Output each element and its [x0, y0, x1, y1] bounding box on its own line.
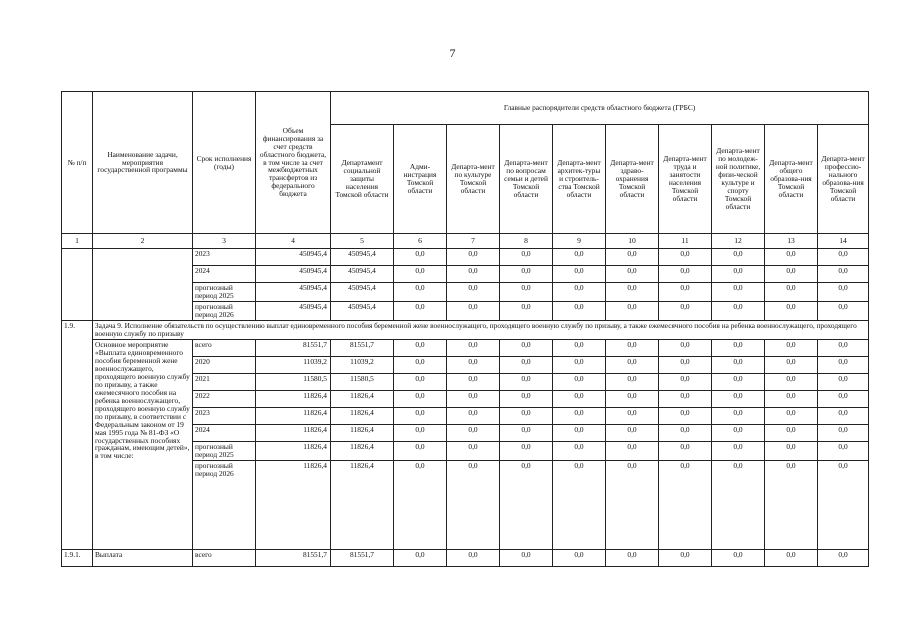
task-text: Задача 9. Исполнение обязательств по осуществлению выплат единовременного пособия беременной жене военнослужащего, проходящего военную службу по призыву, а также ежемесячного пособия на ребенка военнослужащего, проходящего военную службу по призыву	[93, 320, 869, 339]
value-cell: 0,0	[659, 249, 712, 266]
volume-cell: 81551,7	[256, 549, 331, 566]
value-cell: 0,0	[447, 356, 500, 373]
value-cell: 0,0	[447, 339, 500, 356]
value-cell: 0,0	[553, 390, 606, 407]
term-cell: прогнозный период 2025	[193, 283, 256, 302]
term-cell: 2022	[193, 390, 256, 407]
value-cell: 81551,7	[331, 339, 394, 356]
value-cell: 0,0	[447, 549, 500, 566]
header-volume: Объем финансирования за счет средств областного бюджета, в том числе за счет межбюджетных трансфертов из федерального бюджета	[256, 92, 331, 234]
value-cell: 450945,4	[331, 283, 394, 302]
task-number: 1.9.	[62, 320, 93, 549]
header-department: Департа-мент по молодеж-ной политике, физи-ческой культуре и спорту Томской области	[712, 125, 765, 234]
value-cell: 450945,4	[331, 249, 394, 266]
column-number: 4	[256, 234, 331, 249]
value-cell: 0,0	[818, 441, 869, 460]
value-cell: 0,0	[606, 390, 659, 407]
term-cell: прогнозный период 2026	[193, 301, 256, 320]
value-cell: 11826,4	[331, 424, 394, 441]
value-cell: 11826,4	[331, 390, 394, 407]
value-cell: 0,0	[553, 373, 606, 390]
volume-cell: 11826,4	[256, 424, 331, 441]
value-cell: 0,0	[818, 390, 869, 407]
value-cell: 0,0	[818, 339, 869, 356]
row-number-cell: 1.9.1.	[62, 549, 93, 566]
value-cell: 0,0	[394, 549, 447, 566]
value-cell: 0,0	[712, 356, 765, 373]
value-cell: 0,0	[712, 549, 765, 566]
value-cell: 0,0	[712, 249, 765, 266]
volume-cell: 450945,4	[256, 249, 331, 266]
value-cell: 0,0	[659, 407, 712, 424]
name-cell	[93, 249, 193, 321]
value-cell: 0,0	[818, 549, 869, 566]
value-cell: 0,0	[606, 424, 659, 441]
value-cell: 11826,4	[331, 460, 394, 549]
value-cell: 0,0	[394, 441, 447, 460]
value-cell: 0,0	[447, 407, 500, 424]
term-cell: 2021	[193, 373, 256, 390]
value-cell: 0,0	[818, 373, 869, 390]
value-cell: 0,0	[712, 424, 765, 441]
value-cell: 0,0	[818, 356, 869, 373]
row-number-cell	[62, 249, 93, 321]
term-cell: прогнозный период 2025	[193, 441, 256, 460]
value-cell: 0,0	[394, 390, 447, 407]
value-cell: 11039,2	[331, 356, 394, 373]
header-name: Наименование задачи, мероприятия государственной программы	[93, 92, 193, 234]
financing-table	[61, 91, 869, 567]
value-cell: 0,0	[394, 407, 447, 424]
header-term: Срок исполнения (годы)	[193, 92, 256, 234]
volume-cell: 450945,4	[256, 266, 331, 283]
column-number: 5	[331, 234, 394, 249]
value-cell: 0,0	[606, 249, 659, 266]
term-cell: 2023	[193, 249, 256, 266]
value-cell: 0,0	[818, 460, 869, 549]
value-cell: 0,0	[553, 249, 606, 266]
value-cell: 0,0	[659, 460, 712, 549]
name-cell: Выплата	[93, 549, 193, 566]
table-row	[62, 249, 869, 266]
value-cell: 0,0	[765, 407, 818, 424]
value-cell: 450945,4	[331, 301, 394, 320]
value-cell: 0,0	[447, 373, 500, 390]
value-cell: 11580,5	[331, 373, 394, 390]
value-cell: 0,0	[818, 407, 869, 424]
value-cell: 0,0	[394, 266, 447, 283]
value-cell: 0,0	[659, 549, 712, 566]
value-cell: 0,0	[659, 441, 712, 460]
value-cell: 0,0	[765, 266, 818, 283]
value-cell: 0,0	[394, 283, 447, 302]
column-number: 3	[193, 234, 256, 249]
term-cell: всего	[193, 339, 256, 356]
volume-cell: 11826,4	[256, 441, 331, 460]
value-cell: 0,0	[659, 390, 712, 407]
volume-cell: 11826,4	[256, 390, 331, 407]
volume-cell: 81551,7	[256, 339, 331, 356]
value-cell: 0,0	[659, 424, 712, 441]
value-cell: 0,0	[500, 441, 553, 460]
value-cell: 0,0	[765, 460, 818, 549]
value-cell: 0,0	[818, 424, 869, 441]
header-department: Департа-мент по культуре Томской области	[447, 125, 500, 234]
value-cell: 0,0	[606, 549, 659, 566]
value-cell: 0,0	[712, 339, 765, 356]
value-cell: 0,0	[553, 441, 606, 460]
value-cell: 0,0	[394, 249, 447, 266]
table-body	[62, 249, 869, 567]
column-number: 6	[394, 234, 447, 249]
column-number: 7	[447, 234, 500, 249]
column-number: 13	[765, 234, 818, 249]
value-cell: 0,0	[447, 460, 500, 549]
column-number: 12	[712, 234, 765, 249]
value-cell: 0,0	[765, 249, 818, 266]
term-cell: 2024	[193, 266, 256, 283]
value-cell: 0,0	[765, 390, 818, 407]
value-cell: 450945,4	[331, 266, 394, 283]
value-cell: 0,0	[500, 424, 553, 441]
volume-cell: 11039,2	[256, 356, 331, 373]
value-cell: 0,0	[553, 266, 606, 283]
value-cell: 0,0	[606, 407, 659, 424]
term-cell: всего	[193, 549, 256, 566]
value-cell: 0,0	[659, 301, 712, 320]
table-row	[62, 339, 869, 356]
value-cell: 0,0	[606, 301, 659, 320]
header-grbs: Главные распорядители средств областного бюджета (ГРБС)	[331, 92, 869, 125]
value-cell: 0,0	[659, 373, 712, 390]
value-cell: 0,0	[818, 301, 869, 320]
volume-cell: 450945,4	[256, 283, 331, 302]
value-cell: 0,0	[447, 283, 500, 302]
volume-cell: 11826,4	[256, 407, 331, 424]
value-cell: 0,0	[606, 460, 659, 549]
value-cell: 0,0	[659, 356, 712, 373]
header-department: Департа-мент архитек-туры и строитель-ства Томской области	[553, 125, 606, 234]
term-cell: 2024	[193, 424, 256, 441]
value-cell: 0,0	[394, 424, 447, 441]
header-department: Департамент социальной защиты населения Томской области	[331, 125, 394, 234]
value-cell: 0,0	[500, 301, 553, 320]
value-cell: 0,0	[818, 283, 869, 302]
value-cell: 0,0	[712, 460, 765, 549]
header-department: Департа-мент профессио-нального образова-ния Томской области	[818, 125, 869, 234]
column-number: 1	[62, 234, 93, 249]
value-cell: 0,0	[606, 441, 659, 460]
value-cell: 0,0	[712, 301, 765, 320]
task-row	[62, 320, 869, 339]
column-number: 10	[606, 234, 659, 249]
measure-name: Основное мероприятие «Выплата единовременного пособия беременной жене военнослужащего, проходящего военную службу по призыву, а также ежемесячного пособия на ребенка военнослужащего, проходящего военную службу по призыву, в соответствии с Федеральным законом от 19 мая 1995 года № 81-ФЗ «О государственных пособиях гражданам, имеющим детей», в том числе:	[93, 339, 193, 549]
value-cell: 0,0	[818, 249, 869, 266]
value-cell: 0,0	[765, 373, 818, 390]
header-department: Департа-мент по вопросам семьи и детей Томской области	[500, 125, 553, 234]
value-cell: 0,0	[394, 301, 447, 320]
value-cell: 81551,7	[331, 549, 394, 566]
value-cell: 0,0	[712, 441, 765, 460]
value-cell: 0,0	[712, 266, 765, 283]
value-cell: 0,0	[553, 301, 606, 320]
value-cell: 0,0	[553, 549, 606, 566]
value-cell: 0,0	[712, 283, 765, 302]
value-cell: 0,0	[500, 390, 553, 407]
value-cell: 0,0	[606, 266, 659, 283]
volume-cell: 11580,5	[256, 373, 331, 390]
value-cell: 0,0	[765, 339, 818, 356]
value-cell: 0,0	[500, 373, 553, 390]
value-cell: 0,0	[394, 373, 447, 390]
term-cell: прогнозный период 2026	[193, 460, 256, 549]
value-cell: 0,0	[818, 266, 869, 283]
value-cell: 0,0	[765, 301, 818, 320]
header-department: Адми-нистрация Томской области	[394, 125, 447, 234]
column-number: 11	[659, 234, 712, 249]
volume-cell: 11826,4	[256, 460, 331, 549]
header-no: № п/п	[62, 92, 93, 234]
value-cell: 0,0	[394, 356, 447, 373]
page-number: 7	[449, 46, 456, 60]
value-cell: 0,0	[394, 460, 447, 549]
value-cell: 0,0	[500, 356, 553, 373]
column-number: 9	[553, 234, 606, 249]
value-cell: 0,0	[553, 283, 606, 302]
header-department: Департа-мент здраво-охранения Томской области	[606, 125, 659, 234]
value-cell: 0,0	[765, 283, 818, 302]
value-cell: 0,0	[447, 266, 500, 283]
value-cell: 0,0	[500, 266, 553, 283]
value-cell: 0,0	[394, 339, 447, 356]
term-cell: 2020	[193, 356, 256, 373]
volume-cell: 450945,4	[256, 301, 331, 320]
value-cell: 0,0	[447, 301, 500, 320]
value-cell: 0,0	[553, 339, 606, 356]
header-department: Департа-мент труда и занятости населения Томской области	[659, 125, 712, 234]
value-cell: 0,0	[447, 390, 500, 407]
value-cell: 0,0	[659, 339, 712, 356]
value-cell: 0,0	[553, 460, 606, 549]
value-cell: 0,0	[447, 441, 500, 460]
value-cell: 0,0	[447, 424, 500, 441]
value-cell: 0,0	[765, 356, 818, 373]
column-number: 8	[500, 234, 553, 249]
value-cell: 0,0	[500, 339, 553, 356]
value-cell: 0,0	[500, 249, 553, 266]
value-cell: 0,0	[606, 373, 659, 390]
value-cell: 0,0	[553, 356, 606, 373]
value-cell: 0,0	[765, 549, 818, 566]
value-cell: 0,0	[712, 407, 765, 424]
value-cell: 0,0	[659, 283, 712, 302]
value-cell: 0,0	[606, 283, 659, 302]
value-cell: 0,0	[500, 283, 553, 302]
column-number-row	[62, 234, 869, 249]
column-number: 14	[818, 234, 869, 249]
value-cell: 0,0	[659, 266, 712, 283]
value-cell: 0,0	[447, 249, 500, 266]
value-cell: 0,0	[553, 407, 606, 424]
value-cell: 0,0	[553, 424, 606, 441]
table-row	[62, 549, 869, 566]
value-cell: 0,0	[606, 356, 659, 373]
value-cell: 0,0	[500, 407, 553, 424]
value-cell: 0,0	[765, 441, 818, 460]
value-cell: 0,0	[765, 424, 818, 441]
value-cell: 0,0	[500, 460, 553, 549]
value-cell: 0,0	[712, 390, 765, 407]
term-cell: 2023	[193, 407, 256, 424]
header-department: Департа-мент общего образова-ния Томской области	[765, 125, 818, 234]
column-number: 2	[93, 234, 193, 249]
value-cell: 0,0	[500, 549, 553, 566]
value-cell: 0,0	[606, 339, 659, 356]
value-cell: 0,0	[712, 373, 765, 390]
value-cell: 11826,4	[331, 407, 394, 424]
value-cell: 11826,4	[331, 441, 394, 460]
